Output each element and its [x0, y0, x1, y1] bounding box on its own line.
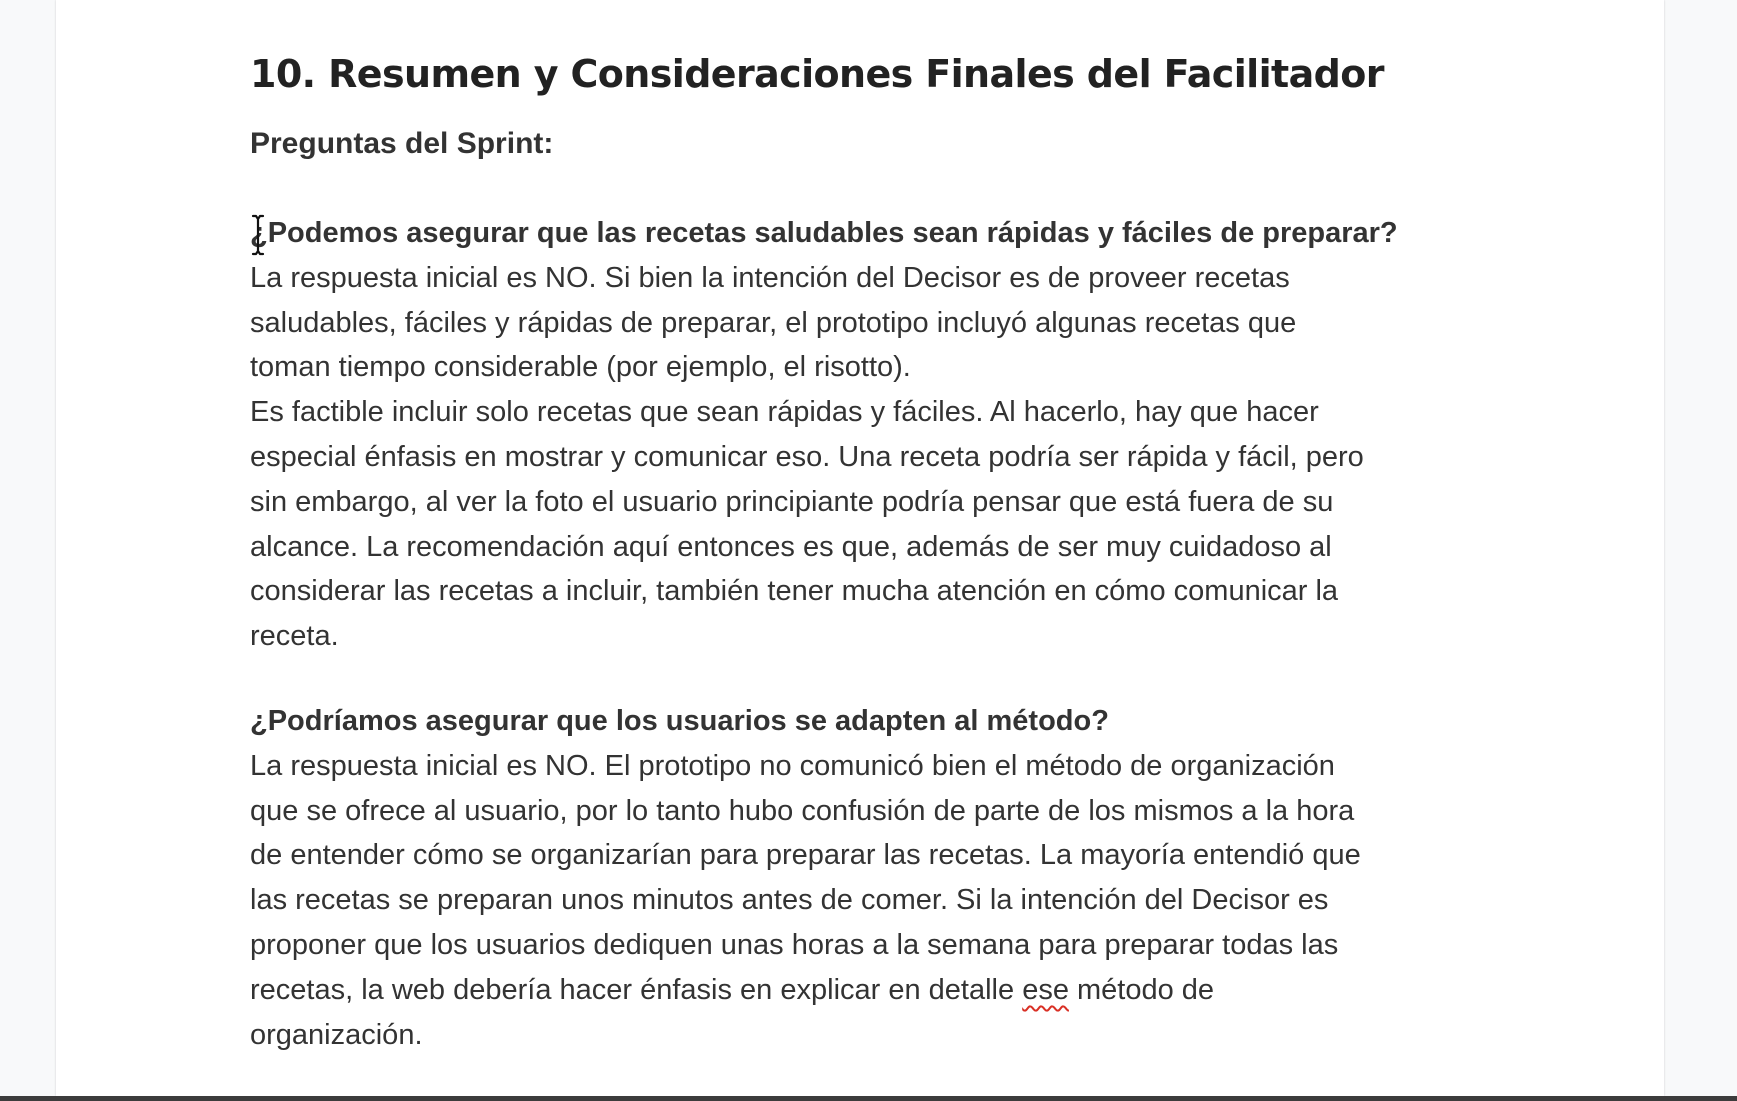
document-page[interactable]: [56, 0, 1664, 1096]
sprint-question-1[interactable]: ¿Podemos asegurar que las recetas saludables sean rápidas y fáciles de preparar?: [250, 217, 1398, 249]
answer-line-start: recetas, la web debería hacer énfasis en explicar en detalle: [250, 973, 1023, 1006]
answer-line: especial énfasis en mostrar y comunicar eso. Una receta podría ser rápida y fácil, pero: [250, 440, 1364, 473]
misspelled-word[interactable]: ese: [1022, 973, 1069, 1006]
answer-line: organización.: [250, 1018, 423, 1051]
answer-line: sin embargo, al ver la foto el usuario principiante podría pensar que está fuera de su: [250, 485, 1334, 518]
answer-line: que se ofrece al usuario, por lo tanto hubo confusión de parte de los mismos a la hora: [250, 794, 1355, 827]
answer-line: La respuesta inicial es NO. Si bien la intención del Decisor es de proveer recetas: [250, 261, 1290, 294]
window-bottom-edge: [0, 1096, 1737, 1101]
sprint-questions-label: Preguntas del Sprint:: [250, 127, 554, 160]
section-heading: 10. Resumen y Consideraciones Finales del Facilitador: [250, 52, 1384, 96]
answer-line: La respuesta inicial es NO. El prototipo no comunicó bien el método de organización: [250, 749, 1335, 782]
answer-line: de entender cómo se organizarían para preparar las recetas. La mayoría entendió que: [250, 839, 1361, 872]
sprint-question-block-2: [250, 699, 1520, 1057]
sprint-question-block-1: [250, 211, 1520, 659]
sprint-question-2[interactable]: ¿Podríamos asegurar que los usuarios se adapten al método?: [250, 705, 1109, 737]
answer-line: toman tiempo considerable (por ejemplo, el risotto).: [250, 351, 911, 384]
answer-line: [250, 968, 1520, 1013]
answer-line: las recetas se preparan unos minutos antes de comer. Si la intención del Decisor es: [250, 884, 1329, 917]
answer-line: proponer que los usuarios dediquen unas horas a la semana para preparar todas las: [250, 928, 1339, 961]
sprint-answer-2[interactable]: [250, 744, 1520, 1058]
answer-line: Es factible incluir solo recetas que sean rápidas y fáciles. Al hacerlo, hay que hacer: [250, 396, 1319, 429]
sprint-answer-1[interactable]: [250, 256, 1520, 659]
answer-line: receta.: [250, 620, 339, 653]
answer-line: considerar las recetas a incluir, también tener mucha atención en cómo comunicar la: [250, 575, 1339, 608]
answer-line-end: método de: [1068, 973, 1215, 1006]
answer-line: alcance. La recomendación aquí entonces es que, además de ser muy cuidadoso al: [250, 530, 1332, 563]
answer-line: saludables, fáciles y rápidas de preparar, el prototipo incluyó algunas recetas que: [250, 306, 1297, 339]
